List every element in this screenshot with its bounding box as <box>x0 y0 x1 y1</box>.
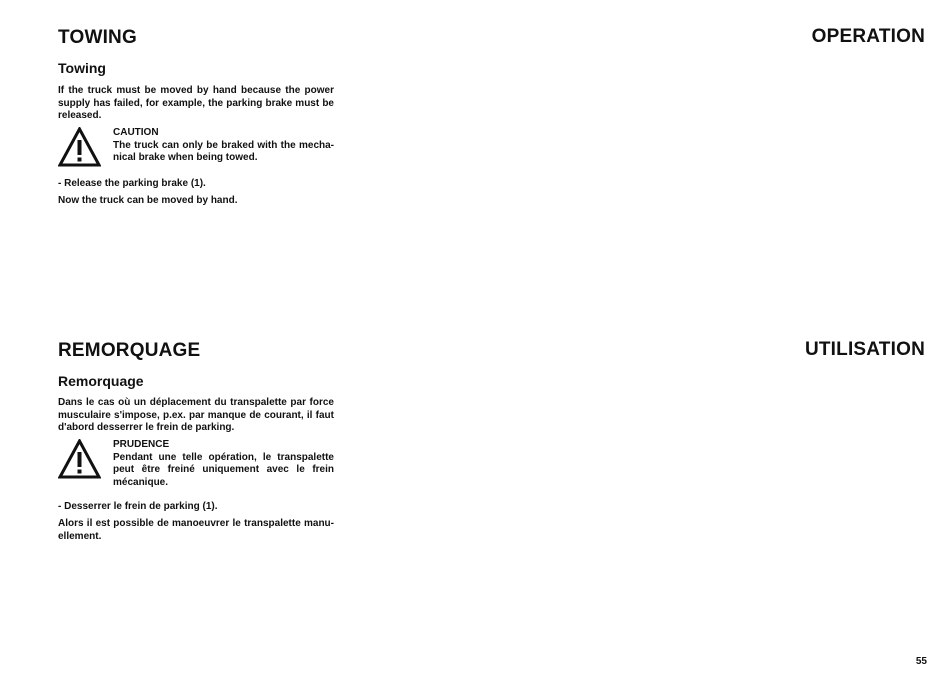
caution-text-french: Pendant une telle opération, le transpalette peut être freiné uniquement avec le frein mécanique. <box>113 451 334 488</box>
subtitle-english: Towing <box>58 60 106 76</box>
step-english: - Release the parking brake (1). <box>58 178 206 189</box>
chapter-title-french: UTILISATION <box>804 339 925 360</box>
caution-box-english <box>58 127 334 171</box>
caution-heading-english: CAUTION <box>113 127 159 138</box>
section-title-french: REMORQUAGE <box>58 340 201 361</box>
subtitle-french: Remorquage <box>58 373 144 389</box>
result-english: Now the truck can be moved by hand. <box>58 195 238 206</box>
result-french: Alors il est possible de manoeuvrer le transpalette manu-ellement. <box>58 518 334 542</box>
intro-paragraph-french: Dans le cas où un déplacement du transpalette par force musculaire s'impose, p.ex. par manque de courant, il faut d'abord desserrer le frein de parking. <box>58 397 334 433</box>
caution-text-english: The truck can only be braked with the mecha-nical brake when being towed. <box>113 139 334 163</box>
chapter-title-english: OPERATION <box>811 26 925 47</box>
caution-heading-french: PRUDENCE <box>113 439 170 450</box>
caution-box-french <box>58 439 334 488</box>
section-title-english: TOWING <box>58 27 137 48</box>
warning-triangle-icon <box>58 127 101 167</box>
step-french: - Desserrer le frein de parking (1). <box>58 501 218 512</box>
page-number: 55 <box>915 656 927 667</box>
intro-paragraph-english: If the truck must be moved by hand because the power supply has failed, for example, the parking brake must be released. <box>58 85 334 121</box>
warning-triangle-icon <box>58 439 101 479</box>
